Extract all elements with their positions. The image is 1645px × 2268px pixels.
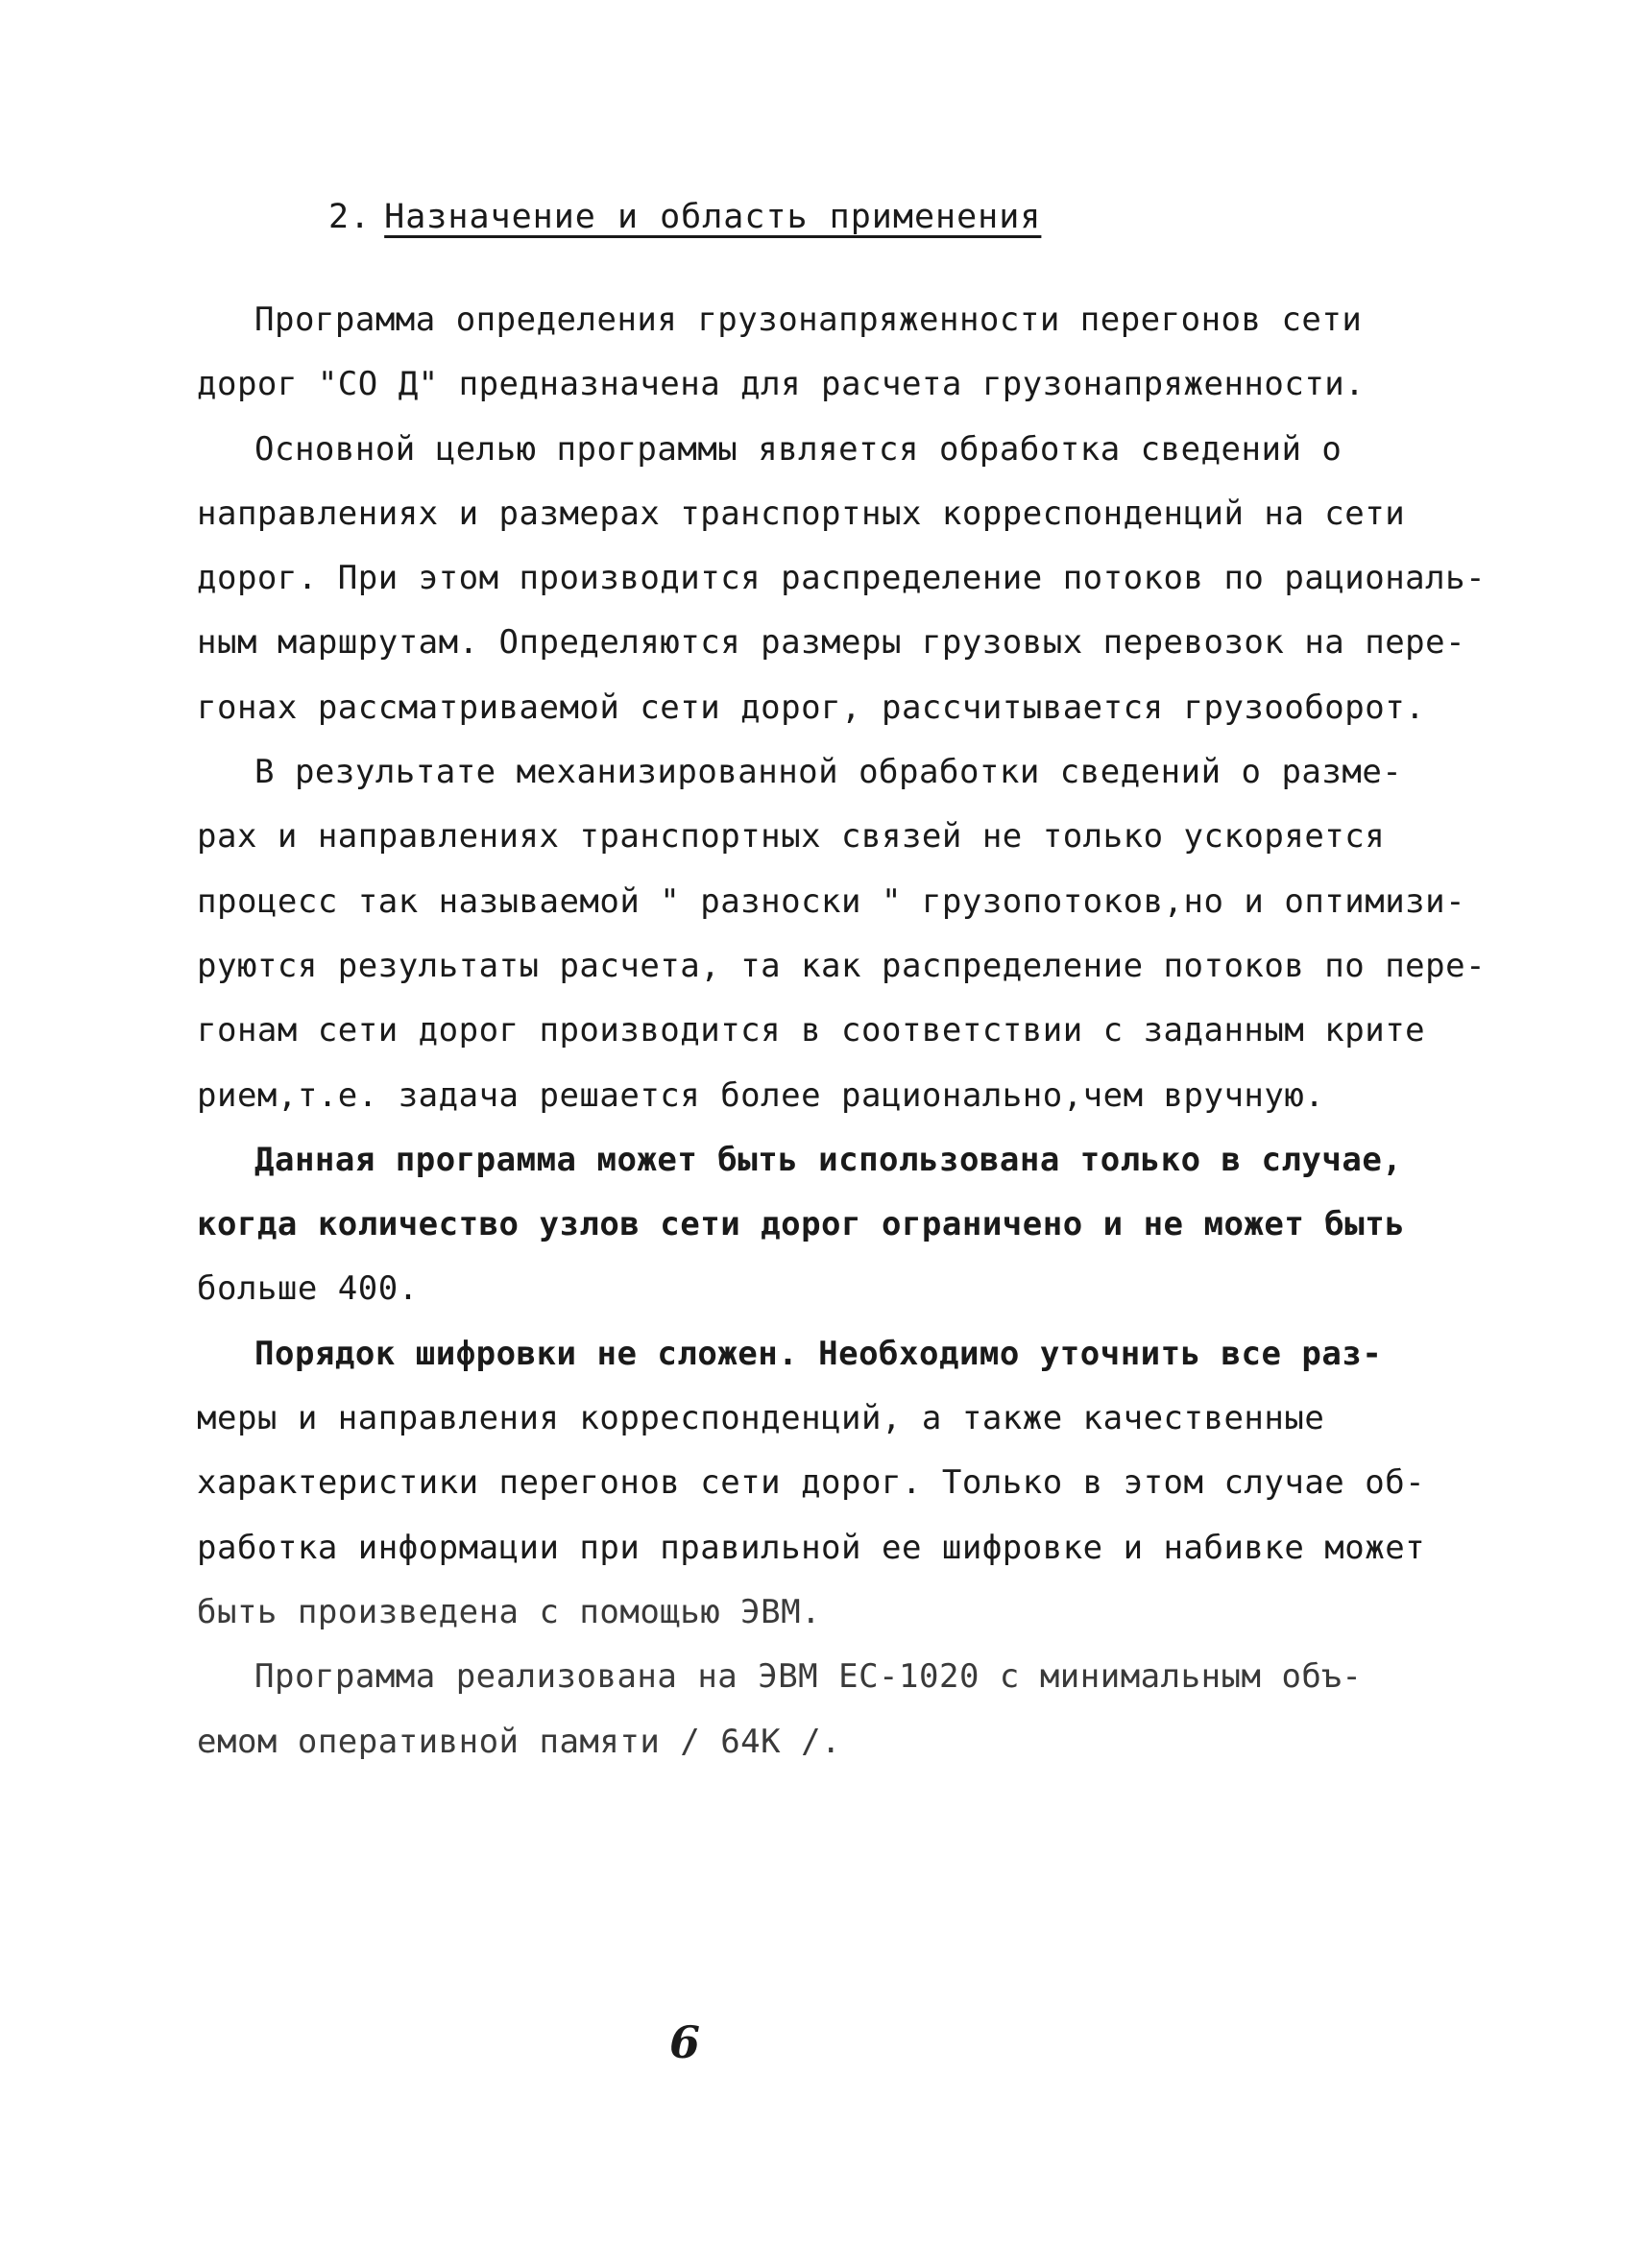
text-line: больше 400. [197,1269,419,1309]
text-line: Порядок шифровки не сложен. Необходимо уточнить все раз- [254,1334,1383,1373]
text-line: емом оперативной памяти / 64К /. [197,1722,842,1761]
page-number: 6 [669,2016,701,2068]
body-text [197,288,1487,1774]
section-title: Назначение и область применения [384,198,1042,236]
text-line: быть произведена с помощью ЭВМ. [197,1592,822,1631]
text-line: Основной целью программы является обработка сведений о [254,429,1343,469]
text-line: когда количество узлов сети дорог ограничено и не может быть [197,1205,1406,1244]
text-line: Данная программа может быть использована только в случае, [254,1140,1403,1179]
text-line: дорог. При этом производится распределение потоков по рациональ- [197,559,1487,598]
section-heading [328,198,1041,236]
text-line: гонах рассматриваемой сети дорог, рассчитывается грузооборот. [197,688,1426,727]
text-line: Программа определения грузонапряженности перегонов сети [254,301,1363,339]
section-number: 2. [328,198,372,236]
text-line: ным маршрутам. Определяются размеры грузовых перевозок на пере- [197,623,1466,663]
text-line: процесс так называемой " разноски " грузопотоков,но и оптимизи- [197,881,1466,921]
text-line: рах и направлениях транспортных связей не только ускоряется [197,817,1386,857]
text-line: гонам сети дорог производится в соответствии с заданным крите [197,1011,1426,1050]
text-line: В результате механизированной обработки сведений о разме- [254,753,1403,792]
text-line: характеристики перегонов сети дорог. Только в этом случае об- [197,1463,1426,1503]
text-line: рием,т.е. задача решается более рационально,чем вручную. [197,1075,1325,1115]
text-line: работка информации при правильной ее шифровке и набивке может [197,1528,1426,1567]
text-line: направлениях и размерах транспортных корреспонденций на сети [197,494,1406,533]
text-line: меры и направления корреспонденций, а также качественные [197,1399,1325,1438]
text-line: Программа реализована на ЭВМ ЕС-1020 с минимальным объ- [254,1657,1363,1697]
text-line: дорог "СО Д" предназначена для расчета грузонапряженности. [197,365,1366,404]
text-line: руются результаты расчета, та как распределение потоков по пере- [197,946,1487,985]
